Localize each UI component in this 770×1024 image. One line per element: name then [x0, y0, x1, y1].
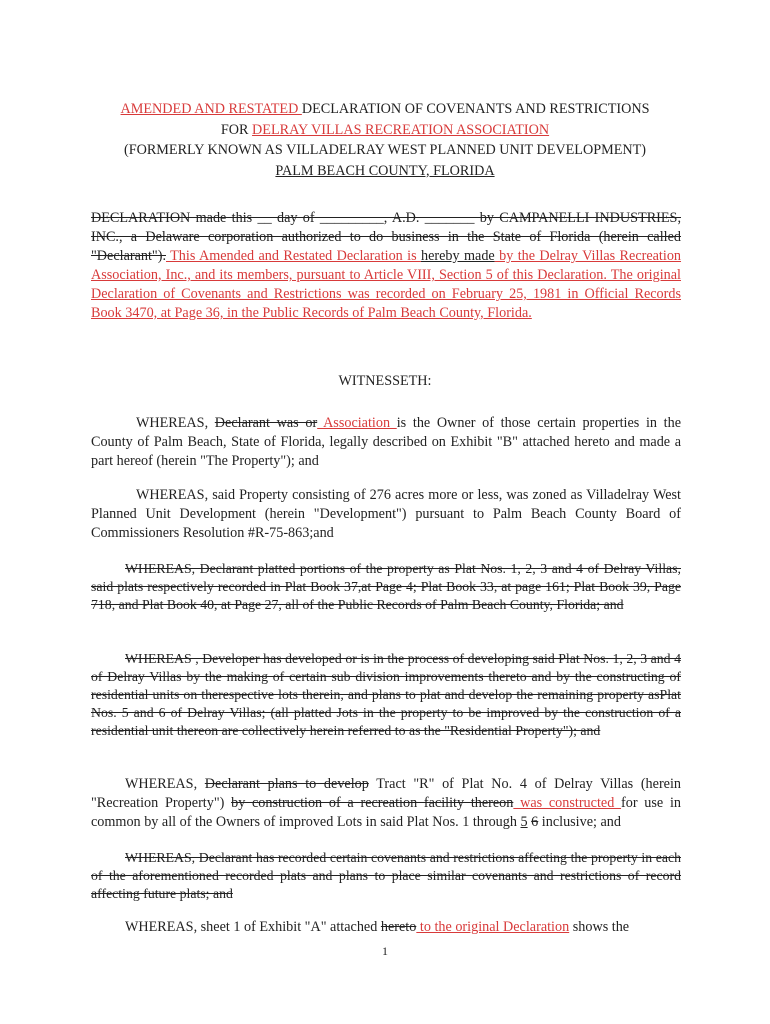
deleted-text: by construction of a recreation facility thereon [231, 795, 514, 811]
deleted-text: Declarant plans to develop [204, 776, 369, 792]
whereas-paragraph-1: WHEREAS, Declarant was or Association is the Owner of those certain properties in the County of Palm Beach, State of Florida, legally described on Exhibit "B" attached hereto and made a part hereof (herein "The Property"); and [91, 415, 681, 469]
whereas-paragraph-5: WHEREAS, Declarant plans to develop Tract "R" of Plat No. 4 of Delray Villas (herein "Recreation Property") by construction of a recreation facility thereon was constructed for use in common by all of the Owners of improved Lots in said Plat Nos. 1 through 5 6 inclusive; and [91, 776, 681, 830]
title-line-2: FOR DELRAY VILLAS RECREATION ASSOCIATION [220, 121, 550, 138]
inserted-text: Association [317, 415, 397, 431]
inserted-text: to the original Declaration [416, 919, 570, 935]
title-inserted-association: DELRAY VILLAS RECREATION ASSOCIATION [252, 121, 550, 138]
deleted-text: DECLARATION made this __ day of _________, A.D. _______ by CAMPANELLI INDUSTRIES, INC., a Delaware corporation authorized to do business in the State of Florida (herein called "Declarant"). [91, 210, 681, 264]
page-number: 1 [382, 944, 388, 958]
whereas-paragraph-7: WHEREAS, sheet 1 of Exhibit "A" attached hereto to the original Declaration shows the [125, 919, 630, 935]
title-inserted-text: AMENDED AND RESTATED [120, 101, 302, 117]
intro-paragraph: DECLARATION made this __ day of _________, A.D. _______ by CAMPANELLI INDUSTRIES, INC., a Delaware corporation authorized to do business in the State of Florida (herein called "Declarant"). This Amended and Restated Declaration is hereby made by the Delray Villas Recreation Association, Inc., and its members, pursuant to Article VIII, Section 5 of this Declaration. The original Declaration of Covenants and Restrictions was recorded on February 25, 1981 in Official Records Book 3470, at Page 36, in the Public Records of Palm Beach County, Florida. [91, 210, 682, 321]
deleted-text: hereto [380, 919, 417, 935]
whereas-paragraph-4-deleted: WHEREAS , Developer has developed or is in the process of developing said Plat Nos. 1, 2, 3 and 4 of Delray Villas by the making of certain sub division improvements thereto and by the constructing of residential units on therespective lots therein, and plans to plat and develop the remaining property asPlat Nos. 5 and 6 of Delray Villas; (all platted Jots in the property to be improved by the construction of a residential unit thereon are collectively herein referred to as the "Residential Property"); and [91, 651, 681, 738]
whereas-paragraph-3-deleted: WHEREAS, Declarant platted portions of the property as Plat Nos. 1, 2, 3 and 4 of Delray Villas, said plats respectively recorded in Plat Book 37,at Page 4; Plat Book 33, at page 161; Plat Book 39, Page 718, and Plat Book 40, at Page 27, all of the Public Records of Palm Beach County, Florida; and [91, 561, 681, 612]
title-line-3: (FORMERLY KNOWN AS VILLADELRAY WEST PLANNED UNIT DEVELOPMENT) [123, 142, 647, 158]
title-line-4: PALM BEACH COUNTY, FLORIDA [275, 162, 495, 179]
inserted-text: by the Delray Villas Recreation Association, Inc., and its members, pursuant to Article VIII, Section 5 of this Declaration. The original Declaration of Covenants and Restrictions was recorded on February 25, 1981 in Official Records Book 3470, at Page 36, in the Public Records of Palm Beach County, Florida. [91, 248, 682, 321]
whereas-paragraph-6-deleted: WHEREAS, Declarant has recorded certain covenants and restrictions affecting the property in each of the aforementioned recorded plats and plans to place similar covenants and restrictions of record affecting future plats; and [91, 850, 681, 901]
inserted-text: was constructed [513, 795, 622, 811]
title-text: DECLARATION OF COVENANTS AND RESTRICTIONS [301, 101, 650, 117]
title-line-1 [80, 99, 690, 120]
deleted-text: Declarant was or [214, 415, 318, 431]
inserted-text: This Amended and Restated Declaration is [166, 248, 422, 264]
witnesseth-heading: WITNESSETH: [338, 373, 432, 389]
document-title [80, 99, 690, 181]
whereas-paragraph-2: WHEREAS, said Property consisting of 276 acres more or less, was zoned as Villadelray West Planned Unit Development (herein "Development") pursuant to Palm Beach County Board of Commissioners Resolution #R-75-863;and [91, 487, 681, 541]
